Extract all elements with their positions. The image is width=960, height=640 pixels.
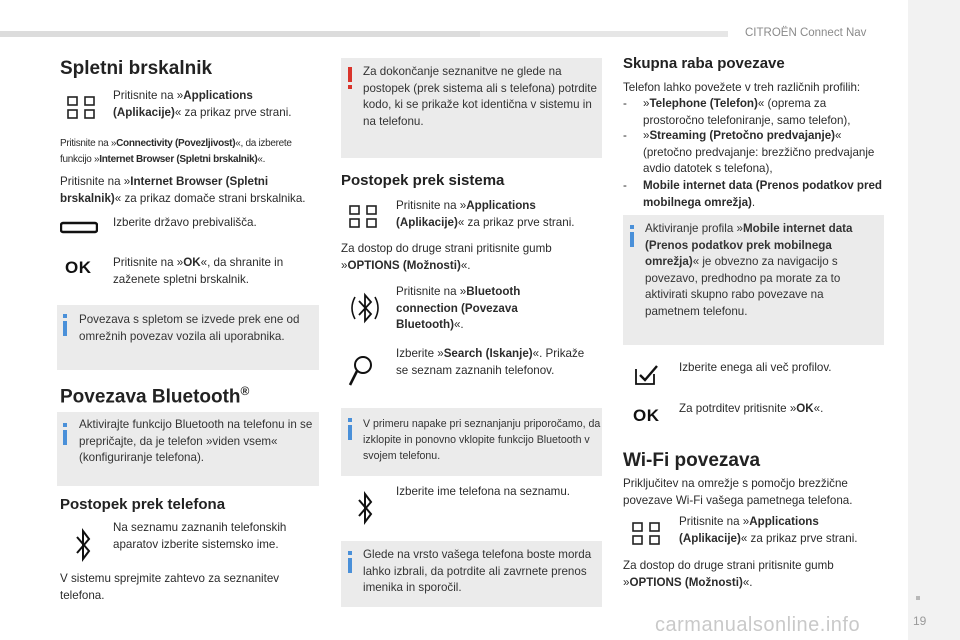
header-rule-left: [0, 31, 480, 37]
browser-step-connectivity: Pritisnite na »Connectivity (Povezljivost)«, da izberete funkcijo »Internet Browser (Spletni brskalnik)«.: [60, 138, 292, 165]
watermark-text: carmanualsonline.info: [655, 614, 861, 636]
info-icon: [62, 423, 68, 445]
apps-grid-icon: [631, 521, 661, 547]
bluetooth-connection-icon: [348, 288, 382, 328]
page-marker: [916, 596, 920, 600]
profile-item: - Mobile internet data (Prenos podatkov pred mobilnega omrežja).: [623, 179, 882, 209]
section-title-system: Postopek prek sistema: [341, 172, 505, 189]
system-step-search: Izberite »Search (Iskanje)«. Prikaže se seznam zaznanih telefonov.: [396, 347, 585, 377]
note-box-error: V primeru napake pri seznanjanju priporočamo, da izklopite in ponovno vklopite funkcijo Bluetooth v svojem telefonu.: [341, 408, 602, 476]
system-text-options: Za dostop do druge strani pritisnite gumb »OPTIONS (Možnosti)«.: [341, 242, 552, 272]
section-title-phone: Postopek prek telefona: [60, 496, 226, 513]
page-sidebar: [908, 0, 960, 640]
browser-step-ok: Pritisnite na »OK«, da shranite in zaženete spletni brskalnik.: [113, 256, 284, 286]
slider-bar-icon: [60, 221, 98, 235]
wifi-text-options: Za dostop do druge strani pritisnite gumb »OPTIONS (Možnosti)«.: [623, 559, 834, 589]
ok-icon: OK: [633, 406, 660, 425]
info-icon: [629, 225, 635, 247]
ok-icon: OK: [65, 258, 92, 277]
bluetooth-icon: [356, 491, 374, 525]
browser-step-apps: Pritisnite na »Applications (Aplikacije)« za prikaz prve strani.: [113, 89, 292, 119]
system-step-apps: Pritisnite na »Applications (Aplikacije)« za prikaz prve strani.: [396, 199, 575, 229]
sharing-intro: Telefon lahko povežete v treh različnih profilih:: [623, 81, 861, 94]
system-step-select-phone: Izberite ime telefona na seznamu.: [396, 485, 571, 498]
warning-box-pairing: Za dokončanje seznanitve ne glede na postopek (prek sistema ali s telefona) potrdite kodo, ki se prikaže kot identična v sistemu in na telefonu.: [341, 58, 602, 158]
search-magnifier-icon: [347, 354, 375, 388]
note-box-bluetooth: Aktivirajte funkcijo Bluetooth na telefonu in se prepričajte, da je telefon »viden vsem« (konfiguriranje telefona).: [57, 412, 319, 486]
browser-step-internet: Pritisnite na »Internet Browser (Spletni brskalnik)« za prikaz domače strani brskalnika.: [60, 175, 306, 205]
section-title-sharing: Skupna raba povezave: [623, 55, 785, 72]
phone-step-select: Na seznamu zaznanih telefonskih aparatov izberite sistemsko ime.: [113, 521, 287, 551]
info-icon: [62, 314, 68, 336]
apps-grid-icon: [348, 204, 378, 230]
warning-icon: [347, 67, 353, 89]
info-icon: [347, 551, 353, 573]
bluetooth-icon: [74, 528, 92, 562]
section-title-bluetooth: Povezava Bluetooth®: [60, 384, 250, 408]
wifi-intro: Priključitev na omrežje s pomočjo brezžične povezave Wi-Fi vašega pametnega telefona.: [623, 477, 853, 507]
system-step-bluetooth: Pritisnite na »Bluetooth connection (Povezava Bluetooth)«.: [396, 285, 521, 331]
brand-label: CITROËN Connect Nav: [745, 27, 867, 39]
section-title-browser: Spletni brskalnik: [60, 58, 213, 79]
phone-text-accept: V sistemu sprejmite zahtevo za seznanitev telefona.: [60, 572, 280, 602]
apps-grid-icon: [66, 95, 96, 121]
wifi-step-apps: Pritisnite na »Applications (Aplikacije)« za prikaz prve strani.: [679, 515, 858, 545]
note-box-phonebook: Glede na vrsto vašega telefona boste morda lahko izbrali, da potrdite ali zavrnete prenos imenika in sporočil.: [341, 541, 602, 607]
sharing-step-ok: Za potrditev pritisnite »OK«.: [679, 402, 824, 415]
profile-item: - »Telephone (Telefon)« (oprema za prostoročno telefoniranje, samo telefon),: [623, 97, 851, 127]
checkbox-icon: [634, 364, 660, 386]
info-icon: [347, 418, 353, 440]
section-title-wifi: Wi-Fi povezava: [623, 450, 761, 471]
page-number: 19: [913, 614, 927, 628]
browser-step-country: Izberite državo prebivališča.: [113, 216, 257, 229]
sharing-step-profiles: Izberite enega ali več profilov.: [679, 361, 832, 374]
note-box-web: Povezava s spletom se izvede prek ene od omrežnih povezav vozila ali uporabnika.: [57, 305, 319, 370]
profile-item: - »Streaming (Pretočno predvajanje)« (pretočno predvajanje: brezžično predvajanje avdio datotek s telefona),: [623, 129, 875, 175]
header-rule-right: [480, 31, 728, 37]
note-box-mobile-data: Aktiviranje profila »Mobile internet data (Prenos podatkov prek mobilnega omrežja)« je obvezno za navigacijo s povezavo, predhodno pa morate za to aktivirati skupno rabo povezave na pametnem telefonu.: [623, 215, 884, 345]
